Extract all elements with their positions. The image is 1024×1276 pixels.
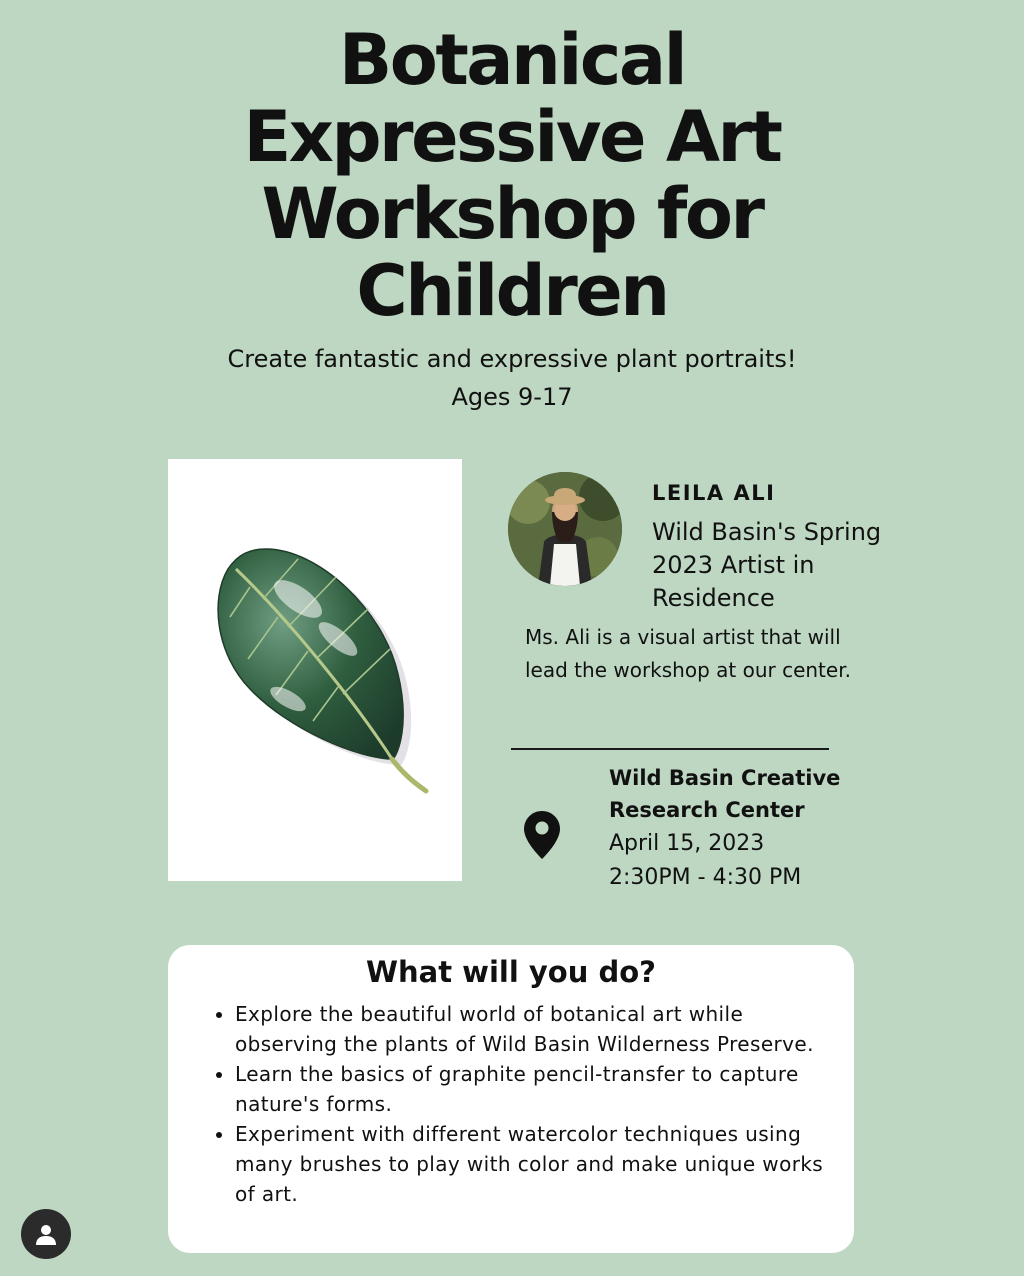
list-item: • Experiment with different watercolor techniques using many brushes to play with color and make unique works of art. (235, 1119, 835, 1209)
tagline: Create fantastic and expressive plant portraits! (227, 345, 797, 373)
title-line: Children (356, 250, 668, 332)
activities-heading: What will you do? (366, 955, 656, 989)
artist-avatar (508, 472, 622, 586)
event-time: 2:30PM - 4:30 PM (609, 865, 802, 890)
leaf-illustration (168, 459, 462, 881)
artist-name: LEILA ALI (652, 481, 776, 505)
title-line: Botanical (338, 19, 686, 101)
activities-card (168, 945, 854, 1253)
artist-photo (508, 472, 622, 586)
title-line: Workshop for (261, 173, 763, 255)
title-line: Expressive Art (243, 96, 781, 178)
list-item: • Explore the beautiful world of botanical art while observing the plants of Wild Basin Wilderness Preserve. (235, 999, 835, 1059)
user-icon (34, 1222, 58, 1246)
list-item: • Learn the basics of graphite pencil-transfer to capture nature's forms. (235, 1059, 835, 1119)
page-title (0, 19, 1024, 332)
location-pin-icon (523, 810, 561, 860)
venue-name: Wild Basin Creative Research Center (609, 766, 841, 822)
artist-bio: Ms. Ali is a visual artist that will lead the workshop at our center. (525, 625, 851, 682)
activities-list (215, 999, 835, 1209)
event-date: April 15, 2023 (609, 831, 765, 856)
divider (511, 748, 829, 750)
artist-role: Wild Basin's Spring 2023 Artist in Residence (652, 518, 882, 612)
profile-button[interactable] (21, 1209, 71, 1259)
subtitle (0, 340, 1024, 416)
age-range: Ages 9-17 (451, 383, 573, 411)
leaf-drawing (168, 459, 462, 881)
